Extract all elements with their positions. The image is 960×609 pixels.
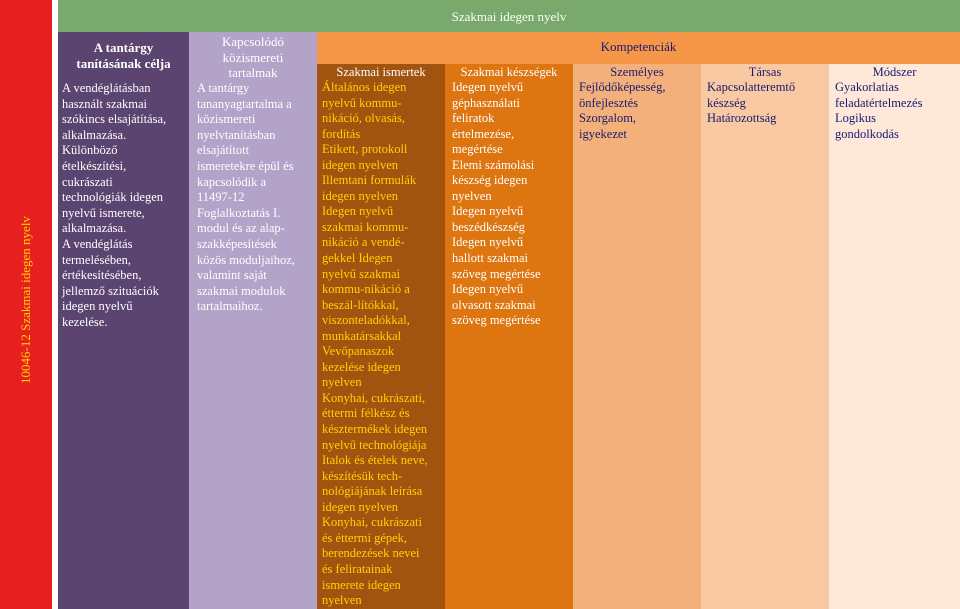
knowledge-header: Szakmai ismertek <box>336 65 426 79</box>
personal-column <box>573 64 701 609</box>
knowledge-text: Általános idegen nyelvű kommu- nikáció, olvasás, fordítás Etikett, protokoll idegen nyelven Illemtani formulák idegen nyelven Idegen nyelvű szakmai kommu- nikáció a vendé- gekkel Idegen nyelvű szakmai kommu-nikáció a beszál-lítókkal, viszonteladókkal, munkatársakkal Vevőpanaszok kezelése idegen nyelven Konyhai, cukrászati, éttermi félkész és késztermékek idegen nyelvű technológiája Italok és ételek neve, készítésük tech- nológiájának leírása idegen nyelven Konyhai, cukrászati és éttermi gépek, berendezések nevei és feliratainak ismerete idegen nyelven <box>322 80 428 608</box>
method-text: Gyakorlatias feladatértelmezés Logikus gondolkodás <box>835 80 923 141</box>
personal-text: Fejlődőképesség, önfejlesztés Szorgalom, igyekezet <box>579 80 666 141</box>
related-content-column <box>189 32 317 609</box>
personal-header: Személyes <box>610 65 664 79</box>
page-title: Szakmai idegen nyelv <box>58 0 960 32</box>
skills-text: Idegen nyelvű géphasználati feliratok értelmezése, megértése Elemi számolási készség idegen nyelven Idegen nyelvű beszédkészség Idegen nyelvű hallott szakmai szöveg megértése Idegen nyelvű olvasott szakmai szöveg megértése <box>452 80 541 328</box>
social-text: Kapcsolatteremtő készség Határozottság <box>707 80 796 126</box>
skills-column <box>445 64 573 609</box>
method-column <box>829 64 960 609</box>
purpose-header: A tantárgy tanításának célja <box>76 40 171 71</box>
competencies-header <box>317 32 960 64</box>
related-content-header: Kapcsolódó közismereti tartalmak <box>221 34 285 81</box>
module-side-column <box>0 0 52 609</box>
method-header: Módszer <box>872 65 917 79</box>
related-content-text: A tantárgy tananyagtartalma a közismereti nyelvtanításban elsajátított ismeretekre épül és kapcsolódik a 11497-12 Foglalkoztatás I. modul és az alap- szakképesítések közös moduljaihoz, valamint saját szakmai modulok tartalmaihoz. <box>197 81 295 314</box>
purpose-text: A vendéglátásban használt szakmai szókincs elsajátítása, alkalmazása. Különböző ételkészítési, cukrászati technológiák idegen nyelvű ismerete, alkalmazása. A vendéglátás termelésében, értékesítésében, jellemző szituációk idegen nyelvű kezelése. <box>62 81 167 329</box>
competencies-header-label: Kompetenciák <box>600 39 677 54</box>
purpose-column <box>58 32 189 609</box>
social-header: Társas <box>748 65 782 79</box>
module-side-label: 10046-12 Szakmai idegen nyelv <box>18 216 33 384</box>
social-column <box>701 64 829 609</box>
skills-header: Szakmai készségek <box>460 65 558 79</box>
knowledge-column <box>317 64 445 609</box>
